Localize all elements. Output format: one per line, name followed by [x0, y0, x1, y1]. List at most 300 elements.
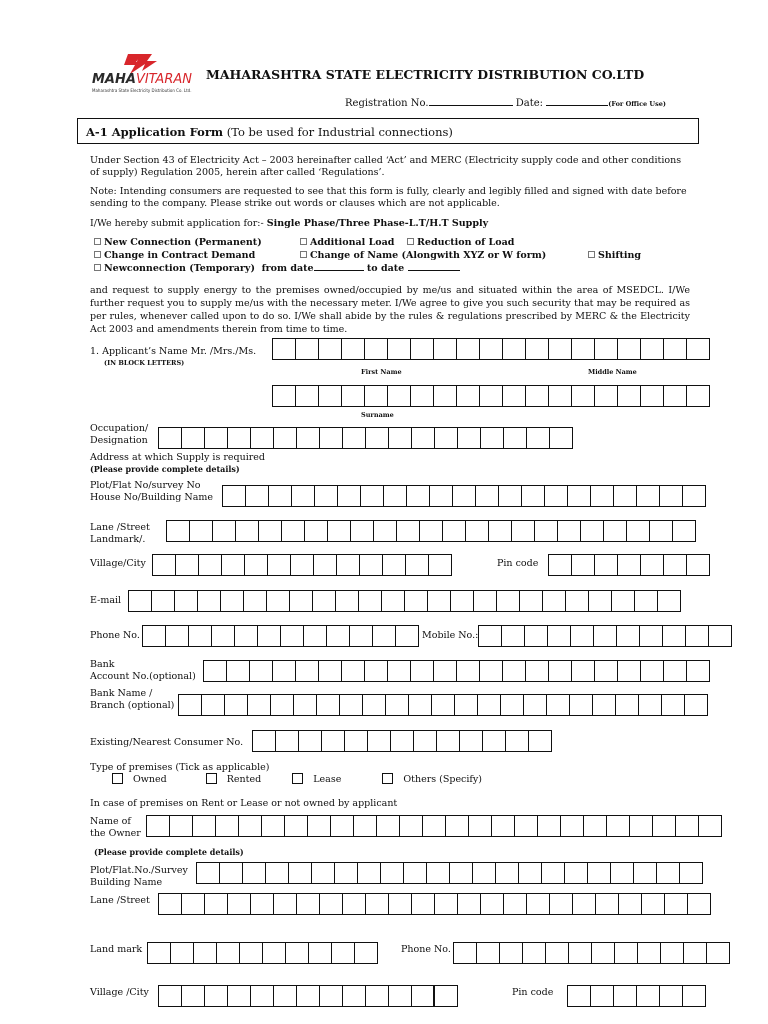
char-box[interactable]	[273, 985, 297, 1007]
char-box[interactable]	[580, 520, 604, 542]
char-box[interactable]	[618, 893, 642, 915]
char-box[interactable]	[473, 590, 497, 612]
char-box[interactable]	[682, 985, 706, 1007]
char-box[interactable]	[390, 730, 414, 752]
char-box[interactable]	[499, 942, 523, 964]
char-box[interactable]	[686, 385, 710, 407]
owner-landmark-boxes[interactable]	[147, 942, 378, 964]
checkbox-icon[interactable]	[292, 773, 303, 784]
char-box[interactable]	[249, 660, 273, 682]
char-box[interactable]	[308, 942, 332, 964]
char-box[interactable]	[147, 942, 171, 964]
char-box[interactable]	[304, 520, 328, 542]
owner-lane-boxes[interactable]	[158, 893, 711, 915]
char-box[interactable]	[698, 815, 722, 837]
registration-field[interactable]	[429, 105, 513, 106]
char-box[interactable]	[216, 942, 240, 964]
char-box[interactable]	[296, 893, 320, 915]
char-box[interactable]	[245, 485, 269, 507]
char-box[interactable]	[511, 520, 535, 542]
char-box[interactable]	[365, 893, 389, 915]
char-box[interactable]	[501, 625, 525, 647]
char-box[interactable]	[567, 485, 591, 507]
char-box[interactable]	[449, 862, 473, 884]
char-box[interactable]	[353, 815, 377, 837]
char-box[interactable]	[522, 942, 546, 964]
char-box[interactable]	[250, 985, 274, 1007]
char-box[interactable]	[686, 554, 710, 576]
char-box[interactable]	[640, 554, 664, 576]
char-box[interactable]	[548, 660, 572, 682]
char-box[interactable]	[523, 694, 547, 716]
char-box[interactable]	[569, 694, 593, 716]
char-box[interactable]	[318, 338, 342, 360]
char-box[interactable]	[411, 427, 435, 449]
char-box[interactable]	[594, 338, 618, 360]
char-box[interactable]	[192, 815, 216, 837]
char-box[interactable]	[303, 625, 327, 647]
date-field[interactable]	[546, 105, 608, 106]
char-box[interactable]	[358, 590, 382, 612]
char-box[interactable]	[319, 893, 343, 915]
char-box[interactable]	[534, 520, 558, 542]
char-box[interactable]	[174, 590, 198, 612]
option-change-contract-demand[interactable]	[94, 250, 255, 261]
char-box[interactable]	[203, 660, 227, 682]
owner-plot-boxes[interactable]	[196, 862, 703, 884]
char-box[interactable]	[426, 862, 450, 884]
option-reduction-of-load[interactable]	[407, 237, 514, 248]
char-box[interactable]	[362, 694, 386, 716]
char-box[interactable]	[548, 385, 572, 407]
char-box[interactable]	[445, 815, 469, 837]
char-box[interactable]	[656, 862, 680, 884]
char-box[interactable]	[617, 338, 641, 360]
char-box[interactable]	[664, 893, 688, 915]
char-box[interactable]	[663, 554, 687, 576]
char-box[interactable]	[387, 660, 411, 682]
char-box[interactable]	[442, 520, 466, 542]
char-box[interactable]	[571, 660, 595, 682]
char-box[interactable]	[611, 590, 635, 612]
char-box[interactable]	[479, 338, 503, 360]
char-box[interactable]	[151, 590, 175, 612]
char-box[interactable]	[341, 385, 365, 407]
char-box[interactable]	[387, 385, 411, 407]
from-date-field[interactable]	[314, 270, 364, 271]
char-box[interactable]	[388, 893, 412, 915]
option-additional-load[interactable]	[300, 237, 394, 248]
char-box[interactable]	[452, 485, 476, 507]
char-box[interactable]	[364, 385, 388, 407]
char-box[interactable]	[682, 485, 706, 507]
char-box[interactable]	[639, 625, 663, 647]
char-box[interactable]	[312, 590, 336, 612]
char-box[interactable]	[316, 694, 340, 716]
char-box[interactable]	[290, 554, 314, 576]
char-box[interactable]	[336, 554, 360, 576]
char-box[interactable]	[318, 660, 342, 682]
char-box[interactable]	[663, 385, 687, 407]
checkbox-icon[interactable]	[206, 773, 217, 784]
checkbox-icon[interactable]	[300, 251, 307, 258]
char-box[interactable]	[679, 862, 703, 884]
char-box[interactable]	[158, 985, 182, 1007]
char-box[interactable]	[549, 893, 573, 915]
char-box[interactable]	[541, 862, 565, 884]
char-box[interactable]	[706, 942, 730, 964]
char-box[interactable]	[526, 427, 550, 449]
char-box[interactable]	[603, 520, 627, 542]
phone-boxes[interactable]	[142, 625, 419, 647]
option-new-connection-permanent[interactable]	[94, 237, 262, 248]
char-box[interactable]	[548, 554, 572, 576]
char-box[interactable]	[342, 985, 366, 1007]
premises-owned[interactable]	[112, 774, 167, 785]
char-box[interactable]	[436, 730, 460, 752]
char-box[interactable]	[613, 985, 637, 1007]
char-box[interactable]	[593, 625, 617, 647]
char-box[interactable]	[588, 590, 612, 612]
checkbox-icon[interactable]	[588, 251, 595, 258]
char-box[interactable]	[594, 554, 618, 576]
char-box[interactable]	[637, 942, 661, 964]
char-box[interactable]	[571, 338, 595, 360]
char-box[interactable]	[388, 427, 412, 449]
char-box[interactable]	[433, 660, 457, 682]
char-box[interactable]	[341, 338, 365, 360]
char-box[interactable]	[592, 694, 616, 716]
char-box[interactable]	[350, 520, 374, 542]
char-box[interactable]	[408, 694, 432, 716]
char-box[interactable]	[663, 338, 687, 360]
char-box[interactable]	[557, 520, 581, 542]
char-box[interactable]	[281, 520, 305, 542]
plot-boxes[interactable]	[222, 485, 706, 507]
char-box[interactable]	[638, 694, 662, 716]
char-box[interactable]	[590, 985, 614, 1007]
char-box[interactable]	[528, 730, 552, 752]
char-box[interactable]	[193, 942, 217, 964]
char-box[interactable]	[296, 985, 320, 1007]
char-box[interactable]	[708, 625, 732, 647]
char-box[interactable]	[545, 942, 569, 964]
char-box[interactable]	[326, 625, 350, 647]
char-box[interactable]	[413, 730, 437, 752]
char-box[interactable]	[468, 815, 492, 837]
char-box[interactable]	[591, 942, 615, 964]
char-box[interactable]	[429, 485, 453, 507]
char-box[interactable]	[482, 730, 506, 752]
char-box[interactable]	[410, 385, 434, 407]
char-box[interactable]	[434, 985, 458, 1007]
char-box[interactable]	[327, 520, 351, 542]
char-box[interactable]	[376, 815, 400, 837]
char-box[interactable]	[204, 893, 228, 915]
char-box[interactable]	[546, 694, 570, 716]
char-box[interactable]	[178, 694, 202, 716]
char-box[interactable]	[169, 815, 193, 837]
char-box[interactable]	[617, 385, 641, 407]
char-box[interactable]	[476, 942, 500, 964]
char-box[interactable]	[457, 427, 481, 449]
char-box[interactable]	[663, 660, 687, 682]
char-box[interactable]	[503, 893, 527, 915]
char-box[interactable]	[196, 862, 220, 884]
char-box[interactable]	[166, 520, 190, 542]
char-box[interactable]	[636, 485, 660, 507]
char-box[interactable]	[364, 338, 388, 360]
char-box[interactable]	[339, 694, 363, 716]
pin-boxes[interactable]	[548, 554, 710, 576]
char-box[interactable]	[478, 625, 502, 647]
char-box[interactable]	[617, 554, 641, 576]
char-box[interactable]	[335, 590, 359, 612]
char-box[interactable]	[360, 485, 384, 507]
occupation-boxes[interactable]	[158, 427, 573, 449]
char-box[interactable]	[434, 893, 458, 915]
char-box[interactable]	[488, 520, 512, 542]
char-box[interactable]	[170, 942, 194, 964]
char-box[interactable]	[453, 942, 477, 964]
char-box[interactable]	[250, 893, 274, 915]
char-box[interactable]	[480, 427, 504, 449]
char-box[interactable]	[197, 590, 221, 612]
char-box[interactable]	[344, 730, 368, 752]
char-box[interactable]	[590, 485, 614, 507]
char-box[interactable]	[188, 625, 212, 647]
char-box[interactable]	[181, 893, 205, 915]
char-box[interactable]	[524, 625, 548, 647]
char-box[interactable]	[565, 590, 589, 612]
char-box[interactable]	[567, 985, 591, 1007]
char-box[interactable]	[152, 554, 176, 576]
char-box[interactable]	[212, 520, 236, 542]
char-box[interactable]	[544, 485, 568, 507]
char-box[interactable]	[571, 554, 595, 576]
char-box[interactable]	[572, 893, 596, 915]
checkbox-icon[interactable]	[94, 264, 101, 271]
char-box[interactable]	[280, 625, 304, 647]
char-box[interactable]	[295, 385, 319, 407]
char-box[interactable]	[201, 694, 225, 716]
char-box[interactable]	[295, 338, 319, 360]
to-date-field[interactable]	[408, 270, 460, 271]
owner-phone-boxes[interactable]	[453, 942, 730, 964]
char-box[interactable]	[661, 694, 685, 716]
char-box[interactable]	[341, 660, 365, 682]
char-box[interactable]	[334, 862, 358, 884]
char-box[interactable]	[519, 590, 543, 612]
char-box[interactable]	[672, 520, 696, 542]
char-box[interactable]	[431, 694, 455, 716]
char-box[interactable]	[518, 862, 542, 884]
char-box[interactable]	[204, 985, 228, 1007]
char-box[interactable]	[311, 862, 335, 884]
char-box[interactable]	[640, 385, 664, 407]
char-box[interactable]	[404, 590, 428, 612]
char-box[interactable]	[521, 485, 545, 507]
char-box[interactable]	[568, 942, 592, 964]
char-box[interactable]	[247, 694, 271, 716]
premises-others[interactable]	[382, 774, 482, 785]
char-box[interactable]	[385, 694, 409, 716]
char-box[interactable]	[454, 694, 478, 716]
char-box[interactable]	[641, 893, 665, 915]
char-box[interactable]	[456, 660, 480, 682]
char-box[interactable]	[314, 485, 338, 507]
char-box[interactable]	[158, 893, 182, 915]
char-box[interactable]	[319, 427, 343, 449]
char-box[interactable]	[433, 385, 457, 407]
char-box[interactable]	[380, 862, 404, 884]
char-box[interactable]	[525, 385, 549, 407]
char-box[interactable]	[475, 485, 499, 507]
char-box[interactable]	[595, 893, 619, 915]
char-box[interactable]	[662, 625, 686, 647]
char-box[interactable]	[610, 862, 634, 884]
char-box[interactable]	[227, 893, 251, 915]
char-box[interactable]	[564, 862, 588, 884]
email-boxes[interactable]	[128, 590, 681, 612]
char-box[interactable]	[372, 625, 396, 647]
char-box[interactable]	[549, 427, 573, 449]
char-box[interactable]	[227, 985, 251, 1007]
char-box[interactable]	[291, 485, 315, 507]
option-change-of-name[interactable]	[300, 250, 546, 261]
owner-name-boxes[interactable]	[146, 815, 722, 837]
char-box[interactable]	[633, 862, 657, 884]
char-box[interactable]	[548, 338, 572, 360]
char-box[interactable]	[526, 893, 550, 915]
char-box[interactable]	[331, 942, 355, 964]
char-box[interactable]	[268, 485, 292, 507]
option-shifting[interactable]	[588, 250, 641, 261]
char-box[interactable]	[238, 815, 262, 837]
char-box[interactable]	[226, 660, 250, 682]
char-box[interactable]	[498, 485, 522, 507]
char-box[interactable]	[252, 730, 276, 752]
char-box[interactable]	[367, 730, 391, 752]
char-box[interactable]	[587, 862, 611, 884]
char-box[interactable]	[222, 485, 246, 507]
bank-account-boxes[interactable]	[203, 660, 710, 682]
char-box[interactable]	[318, 385, 342, 407]
char-box[interactable]	[547, 625, 571, 647]
char-box[interactable]	[165, 625, 189, 647]
char-box[interactable]	[537, 815, 561, 837]
char-box[interactable]	[514, 815, 538, 837]
char-box[interactable]	[479, 660, 503, 682]
char-box[interactable]	[634, 590, 658, 612]
char-box[interactable]	[258, 520, 282, 542]
char-box[interactable]	[480, 893, 504, 915]
char-box[interactable]	[594, 385, 618, 407]
char-box[interactable]	[502, 338, 526, 360]
char-box[interactable]	[234, 625, 258, 647]
char-box[interactable]	[387, 338, 411, 360]
lane-boxes[interactable]	[166, 520, 696, 542]
char-box[interactable]	[410, 338, 434, 360]
char-box[interactable]	[491, 815, 515, 837]
checkbox-icon[interactable]	[94, 238, 101, 245]
char-box[interactable]	[181, 427, 205, 449]
char-box[interactable]	[175, 554, 199, 576]
char-box[interactable]	[266, 590, 290, 612]
char-box[interactable]	[629, 815, 653, 837]
char-box[interactable]	[686, 338, 710, 360]
char-box[interactable]	[396, 520, 420, 542]
char-box[interactable]	[288, 862, 312, 884]
char-box[interactable]	[337, 485, 361, 507]
option-new-connection-temporary[interactable]	[94, 263, 460, 274]
char-box[interactable]	[683, 942, 707, 964]
premises-lease[interactable]	[292, 774, 341, 785]
checkbox-icon[interactable]	[407, 238, 414, 245]
char-box[interactable]	[293, 694, 317, 716]
char-box[interactable]	[221, 554, 245, 576]
char-box[interactable]	[381, 590, 405, 612]
char-box[interactable]	[313, 554, 337, 576]
char-box[interactable]	[295, 660, 319, 682]
char-box[interactable]	[342, 427, 366, 449]
char-box[interactable]	[399, 815, 423, 837]
char-box[interactable]	[459, 730, 483, 752]
char-box[interactable]	[659, 985, 683, 1007]
char-box[interactable]	[616, 625, 640, 647]
char-box[interactable]	[410, 660, 434, 682]
char-box[interactable]	[158, 427, 182, 449]
char-box[interactable]	[235, 520, 259, 542]
char-box[interactable]	[220, 590, 244, 612]
char-box[interactable]	[189, 520, 213, 542]
char-box[interactable]	[419, 520, 443, 542]
char-box[interactable]	[219, 862, 243, 884]
consumer-no-boxes[interactable]	[252, 730, 552, 752]
char-box[interactable]	[411, 893, 435, 915]
char-box[interactable]	[649, 520, 673, 542]
char-box[interactable]	[456, 338, 480, 360]
char-box[interactable]	[406, 485, 430, 507]
char-box[interactable]	[272, 338, 296, 360]
char-box[interactable]	[211, 625, 235, 647]
char-box[interactable]	[321, 730, 345, 752]
char-box[interactable]	[571, 385, 595, 407]
char-box[interactable]	[239, 942, 263, 964]
char-box[interactable]	[675, 815, 699, 837]
premises-rented[interactable]	[206, 774, 261, 785]
char-box[interactable]	[500, 694, 524, 716]
village-boxes[interactable]	[152, 554, 452, 576]
char-box[interactable]	[502, 385, 526, 407]
char-box[interactable]	[503, 427, 527, 449]
char-box[interactable]	[250, 427, 274, 449]
char-box[interactable]	[146, 815, 170, 837]
char-box[interactable]	[215, 815, 239, 837]
char-box[interactable]	[267, 554, 291, 576]
char-box[interactable]	[365, 427, 389, 449]
checkbox-icon[interactable]	[94, 251, 101, 258]
char-box[interactable]	[496, 590, 520, 612]
char-box[interactable]	[614, 942, 638, 964]
char-box[interactable]	[349, 625, 373, 647]
char-box[interactable]	[142, 625, 166, 647]
char-box[interactable]	[640, 660, 664, 682]
char-box[interactable]	[686, 660, 710, 682]
char-box[interactable]	[626, 520, 650, 542]
char-box[interactable]	[570, 625, 594, 647]
char-box[interactable]	[296, 427, 320, 449]
